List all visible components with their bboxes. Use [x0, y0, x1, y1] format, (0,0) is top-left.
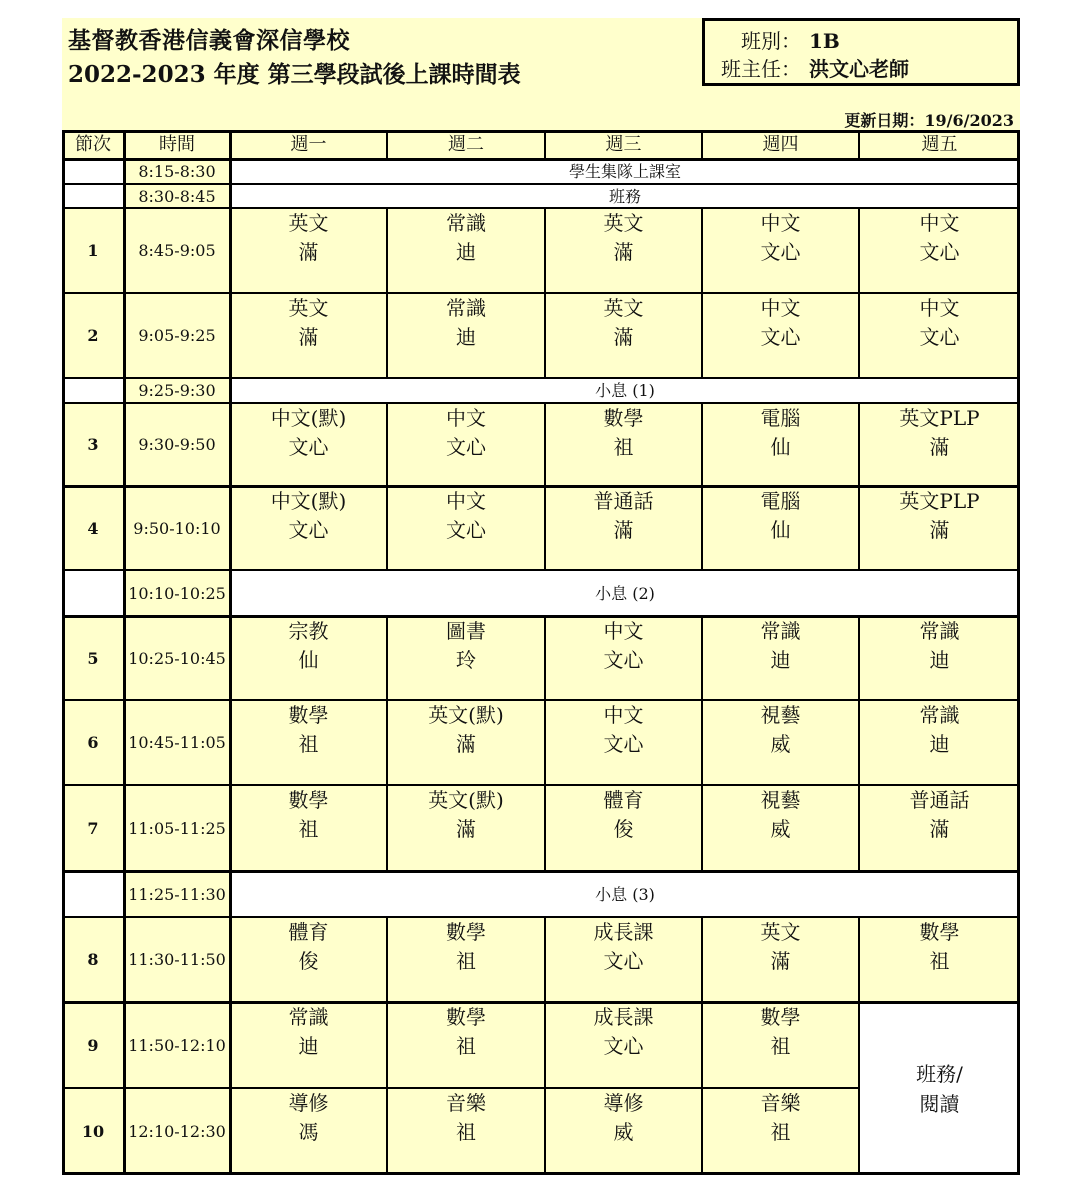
teacher-name: 威 — [770, 732, 791, 756]
subject-name: 常識 — [760, 619, 801, 643]
subject-name: 英文PLP — [899, 406, 980, 430]
period-number: 4 — [62, 486, 124, 570]
lesson-cell — [702, 208, 859, 293]
subject-name: 體育 — [603, 788, 644, 812]
period-number: 5 — [62, 616, 124, 700]
teacher-name: 滿 — [613, 240, 634, 264]
subject-name: 數學 — [760, 1005, 801, 1029]
teacher-name: 文心 — [603, 648, 644, 672]
lesson-cell — [702, 403, 859, 486]
span-row-label: 學生集隊上課室 — [230, 159, 1020, 184]
subject-name: 數學 — [288, 788, 329, 812]
period-number: 9 — [62, 1002, 124, 1088]
span-row-label: 小息 (1) — [230, 378, 1020, 403]
teacher-name: 迪 — [929, 732, 950, 756]
lesson-cell — [545, 700, 702, 785]
subject-name: 中文(默) — [270, 489, 347, 513]
teacher-name: 文心 — [288, 518, 329, 542]
teacher-name: 仙 — [298, 648, 319, 672]
lesson-cell — [702, 785, 859, 871]
teacher-name: 滿 — [456, 732, 476, 756]
time-cell: 9:30-9:50 — [124, 403, 230, 486]
teacher-name: 祖 — [298, 817, 319, 841]
class-label: 班別： — [741, 29, 801, 53]
lesson-cell — [230, 917, 387, 1002]
lesson-cell — [859, 293, 1020, 378]
teacher-label: 班主任： — [721, 57, 801, 81]
period-number: 10 — [62, 1088, 124, 1175]
lesson-cell — [859, 700, 1020, 785]
period-cell-empty — [62, 570, 124, 616]
period-cell-empty — [62, 184, 124, 208]
column-divider — [123, 130, 126, 1175]
column-header: 週五 — [859, 130, 1020, 159]
teacher-name: 滿 — [770, 949, 791, 973]
teacher-name: 威 — [613, 1120, 634, 1144]
subject-name: 英文PLP — [899, 489, 980, 513]
time-cell: 11:25-11:30 — [124, 871, 230, 917]
teacher-name: 文心 — [603, 732, 644, 756]
lesson-cell — [545, 486, 702, 570]
teacher-name: 滿 — [298, 240, 319, 264]
subject-name: 圖書 — [446, 619, 486, 643]
lesson-cell — [387, 700, 545, 785]
lesson-cell — [230, 208, 387, 293]
lesson-cell — [859, 486, 1020, 570]
teacher-row — [705, 53, 909, 82]
lesson-cell — [545, 403, 702, 486]
teacher-name: 祖 — [929, 949, 950, 973]
school-name: 基督教香港信義會深信學校 — [68, 27, 350, 54]
subject-name: 英文 — [760, 920, 801, 944]
lesson-cell — [702, 616, 859, 700]
lesson-cell — [545, 208, 702, 293]
lesson-cell — [859, 403, 1020, 486]
row-divider — [62, 1001, 1020, 1004]
subject-name: 中文 — [446, 489, 486, 513]
lesson-cell — [702, 1088, 859, 1175]
teacher-name: 仙 — [770, 518, 791, 542]
time-cell: 9:05-9:25 — [124, 293, 230, 378]
lesson-cell — [387, 785, 545, 871]
subject-name: 數學 — [919, 920, 960, 944]
subject-name: 英文 — [603, 296, 644, 320]
subject-name: 電腦 — [760, 406, 801, 430]
subject-name: 音樂 — [446, 1091, 486, 1115]
subject-name: 英文 — [288, 211, 329, 235]
timetable-header — [62, 18, 1020, 130]
lesson-cell — [545, 1088, 702, 1175]
teacher-name: 祖 — [298, 732, 319, 756]
class-row — [705, 25, 840, 54]
update-date: 更新日期：19/6/2023 — [844, 111, 1014, 130]
teacher-name: 文心 — [603, 1034, 644, 1058]
time-cell: 10:45-11:05 — [124, 700, 230, 785]
lesson-cell — [702, 1002, 859, 1088]
subject-name: 導修 — [603, 1091, 644, 1115]
row-divider — [62, 485, 1020, 488]
subject-name: 視藝 — [760, 703, 801, 727]
subject-name: 中文 — [603, 703, 644, 727]
teacher-name: 祖 — [770, 1034, 791, 1058]
time-cell: 11:50-12:10 — [124, 1002, 230, 1088]
row-divider — [62, 615, 1020, 618]
lesson-cell — [230, 1002, 387, 1088]
subject-name: 數學 — [603, 406, 644, 430]
friday-merged-cell — [859, 1002, 1020, 1175]
lesson-cell — [545, 293, 702, 378]
teacher-name: 文心 — [603, 949, 644, 973]
lesson-cell — [387, 616, 545, 700]
teacher-name: 文心 — [760, 240, 801, 264]
subject-name: 英文(默) — [428, 788, 504, 812]
subject-name: 成長課 — [593, 1005, 654, 1029]
teacher-name: 滿 — [613, 518, 634, 542]
subject-name: 數學 — [446, 1005, 486, 1029]
column-header: 週一 — [230, 130, 387, 159]
time-cell: 10:25-10:45 — [124, 616, 230, 700]
teacher-name: 玲 — [456, 648, 476, 672]
teacher-name: 滿 — [613, 325, 634, 349]
teacher-name: 滿 — [298, 325, 319, 349]
period-number: 6 — [62, 700, 124, 785]
subject-name: 中文(默) — [270, 406, 347, 430]
time-cell: 12:10-12:30 — [124, 1088, 230, 1175]
teacher-name: 威 — [770, 817, 791, 841]
timetable-grid — [62, 130, 1020, 1175]
period-cell-empty — [62, 159, 124, 184]
subject-name: 中文 — [446, 406, 486, 430]
time-cell: 10:10-10:25 — [124, 570, 230, 616]
teacher-name: 迪 — [456, 325, 476, 349]
teacher-name: 迪 — [929, 648, 950, 672]
time-cell: 8:15-8:30 — [124, 159, 230, 184]
teacher-name: 仙 — [770, 435, 791, 459]
teacher-name: 祖 — [456, 949, 476, 973]
subject-name: 視藝 — [760, 788, 801, 812]
lesson-cell — [859, 785, 1020, 871]
subject-name: 中文 — [919, 296, 960, 320]
column-header: 節次 — [62, 130, 124, 159]
subject-name: 音樂 — [760, 1091, 801, 1115]
teacher-name: 文心 — [760, 325, 801, 349]
subject-name: 常識 — [919, 619, 960, 643]
row-divider — [62, 870, 1020, 873]
teacher-name: 祖 — [456, 1034, 476, 1058]
subject-name: 數學 — [288, 703, 329, 727]
teacher-name: 滿 — [929, 518, 950, 542]
span-row-label: 小息 (2) — [230, 570, 1020, 616]
teacher-name: 祖 — [613, 435, 634, 459]
lesson-cell — [387, 403, 545, 486]
period-cell-empty — [62, 378, 124, 403]
subject-name: 導修 — [288, 1091, 329, 1115]
merged-line-2: 閱讀 — [919, 1091, 960, 1116]
teacher-name: 文心 — [919, 325, 960, 349]
period-cell-empty — [62, 871, 124, 917]
subject-name: 常識 — [919, 703, 960, 727]
subject-name: 中文 — [760, 211, 801, 235]
time-cell: 9:50-10:10 — [124, 486, 230, 570]
time-cell: 9:25-9:30 — [124, 378, 230, 403]
lesson-cell — [230, 293, 387, 378]
subject-name: 英文(默) — [428, 703, 504, 727]
lesson-cell — [387, 208, 545, 293]
span-row-label: 班務 — [230, 184, 1020, 208]
teacher-name: 滿 — [929, 435, 950, 459]
merged-line-1: 班務/ — [916, 1061, 963, 1086]
subject-name: 電腦 — [760, 489, 801, 513]
lesson-cell — [545, 785, 702, 871]
period-number: 3 — [62, 403, 124, 486]
subject-name: 常識 — [446, 211, 486, 235]
subject-name: 常識 — [288, 1005, 329, 1029]
lesson-cell — [387, 1002, 545, 1088]
subject-name: 中文 — [919, 211, 960, 235]
time-cell: 8:45-9:05 — [124, 208, 230, 293]
teacher-name: 滿 — [456, 817, 476, 841]
period-number: 1 — [62, 208, 124, 293]
teacher-value: 洪文心老師 — [809, 57, 909, 81]
teacher-name: 迪 — [298, 1034, 319, 1058]
span-row-label: 小息 (3) — [230, 871, 1020, 917]
period-number: 2 — [62, 293, 124, 378]
lesson-cell — [859, 917, 1020, 1002]
teacher-name: 文心 — [446, 518, 486, 542]
lesson-cell — [230, 616, 387, 700]
column-header: 時間 — [124, 130, 230, 159]
lesson-cell — [230, 403, 387, 486]
subject-name: 體育 — [288, 920, 329, 944]
teacher-name: 祖 — [456, 1120, 476, 1144]
subject-name: 常識 — [446, 296, 486, 320]
teacher-name: 文心 — [288, 435, 329, 459]
column-header: 週二 — [387, 130, 545, 159]
lesson-cell — [702, 486, 859, 570]
lesson-cell — [387, 917, 545, 1002]
time-cell: 11:30-11:50 — [124, 917, 230, 1002]
teacher-name: 俊 — [613, 817, 634, 841]
lesson-cell — [387, 486, 545, 570]
period-number: 8 — [62, 917, 124, 1002]
timetable-title: 2022-2023 年度 第三學段試後上課時間表 — [68, 61, 521, 88]
lesson-cell — [545, 917, 702, 1002]
period-number: 7 — [62, 785, 124, 871]
subject-name: 數學 — [446, 920, 486, 944]
subject-name: 成長課 — [593, 920, 654, 944]
subject-name: 英文 — [288, 296, 329, 320]
lesson-cell — [387, 1088, 545, 1175]
subject-name: 中文 — [760, 296, 801, 320]
lesson-cell — [387, 293, 545, 378]
lesson-cell — [859, 208, 1020, 293]
subject-name: 宗教 — [288, 619, 329, 643]
teacher-name: 馮 — [298, 1120, 319, 1144]
teacher-name: 滿 — [929, 817, 950, 841]
teacher-name: 迪 — [456, 240, 476, 264]
teacher-name: 俊 — [298, 949, 319, 973]
lesson-cell — [230, 700, 387, 785]
subject-name: 中文 — [603, 619, 644, 643]
class-value: 1B — [809, 29, 840, 53]
teacher-name: 祖 — [770, 1120, 791, 1144]
subject-name: 英文 — [603, 211, 644, 235]
row-divider — [62, 158, 1020, 161]
subject-name: 普通話 — [593, 489, 654, 513]
lesson-cell — [230, 785, 387, 871]
column-divider — [229, 130, 232, 1175]
teacher-name: 文心 — [446, 435, 486, 459]
class-info-box — [702, 18, 1020, 86]
lesson-cell — [230, 486, 387, 570]
lesson-cell — [545, 616, 702, 700]
column-header: 週三 — [545, 130, 702, 159]
lesson-cell — [702, 917, 859, 1002]
time-cell: 8:30-8:45 — [124, 184, 230, 208]
teacher-name: 迪 — [770, 648, 791, 672]
lesson-cell — [230, 1088, 387, 1175]
time-cell: 11:05-11:25 — [124, 785, 230, 871]
lesson-cell — [702, 700, 859, 785]
lesson-cell — [702, 293, 859, 378]
subject-name: 普通話 — [909, 788, 970, 812]
lesson-cell — [545, 1002, 702, 1088]
lesson-cell — [859, 616, 1020, 700]
column-header: 週四 — [702, 130, 859, 159]
teacher-name: 文心 — [919, 240, 960, 264]
